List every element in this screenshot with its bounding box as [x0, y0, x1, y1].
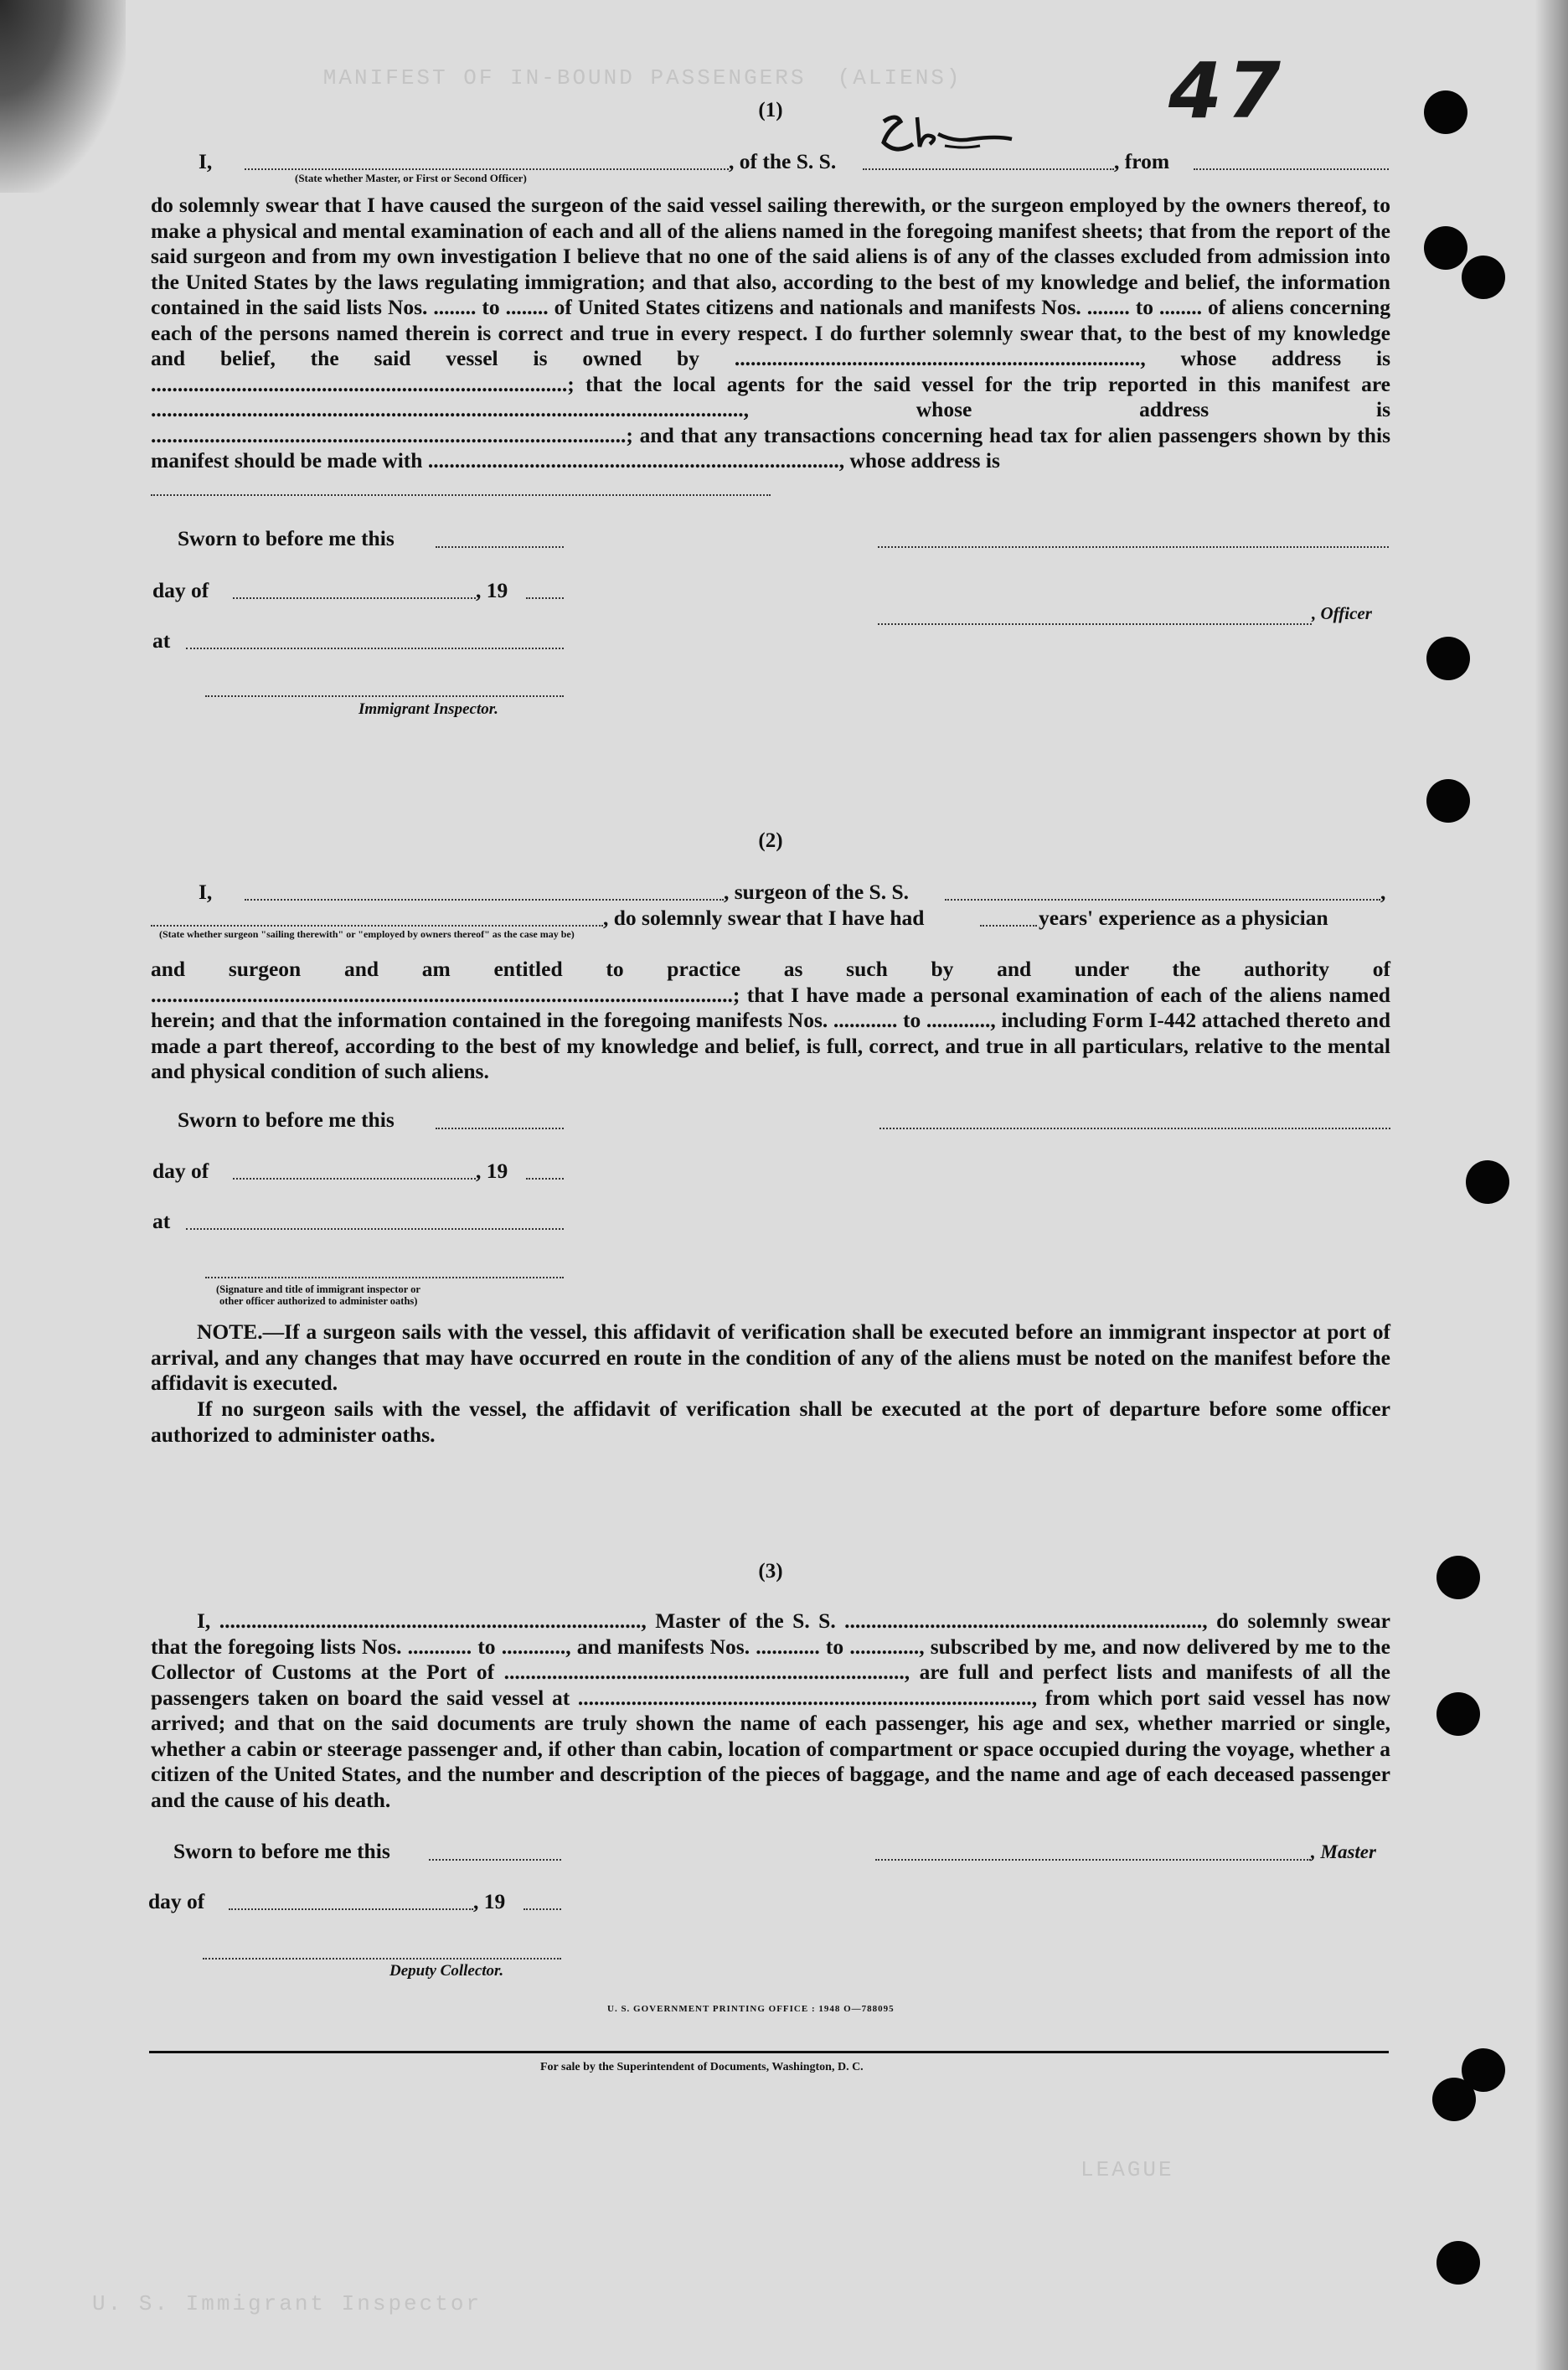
punch-hole [1426, 779, 1470, 823]
s2-year-field[interactable] [526, 1178, 564, 1180]
scan-edge [1534, 0, 1568, 2370]
s1-day-of-label: day of [152, 578, 209, 602]
punch-hole [1424, 226, 1467, 270]
s3-day-field[interactable] [229, 1908, 473, 1910]
punch-hole [1436, 1556, 1480, 1599]
punch-hole [1462, 256, 1505, 299]
section-1-number: (1) [758, 99, 783, 121]
s1-signature-field[interactable] [878, 546, 1389, 548]
s1-day-field[interactable] [233, 597, 476, 599]
s1-vessel-name [881, 109, 908, 122]
s2-sig-note-1: (Signature and title of immigrant inspector or [216, 1283, 420, 1295]
punch-hole [1426, 637, 1470, 680]
s2-state-field[interactable] [151, 925, 603, 927]
s1-year-field[interactable] [526, 597, 564, 599]
s1-officer-sign-field[interactable] [878, 623, 1312, 625]
punch-hole [1424, 90, 1467, 134]
s2-years-text: years' experience as a physician [1039, 906, 1328, 930]
s3-year-field[interactable] [524, 1908, 561, 1910]
punch-hole [1466, 1160, 1509, 1204]
s1-sworn-field[interactable] [436, 546, 564, 548]
s2-note-paragraph-1: NOTE.—If a surgeon sails with the vessel, this affidavit of verification shall be executed before an immigrant inspector at port of arrival, and any changes that may have occurred en route in the condition of any of the aliens must be noted on the manifest before the affidavit is executed. [151, 1319, 1390, 1395]
s2-state-note: (State whether surgeon "sailing therewith" or "employed by owners thereof" as the case may be) [159, 928, 575, 940]
s3-day-of-label: day of [148, 1889, 205, 1913]
s3-collector-sign-field[interactable] [203, 1958, 561, 1960]
s1-state-note: (State whether Master, or First or Second Officer) [295, 172, 527, 184]
s2-signature-field[interactable] [879, 1128, 1390, 1129]
s1-from-label: , from [1114, 149, 1170, 173]
s2-comma: , [1380, 880, 1386, 904]
s2-i-label: I, [199, 880, 213, 904]
scan-shadow [0, 0, 126, 193]
s1-year-label: , 19 [476, 578, 508, 602]
punch-hole [1436, 1692, 1480, 1736]
s1-at-label: at [152, 628, 171, 653]
s2-sworn-field[interactable] [436, 1128, 564, 1129]
s2-at-label: at [152, 1209, 171, 1233]
s2-sig-note-2: other officer authorized to administer oaths) [219, 1295, 418, 1307]
s3-sworn-label: Sworn to before me this [173, 1839, 390, 1863]
s2-inspector-sign-field[interactable] [205, 1277, 564, 1278]
s2-at-field[interactable] [186, 1228, 564, 1230]
s2-note-paragraph-2: If no surgeon sails with the vessel, the affidavit of verification shall be executed at the port of departure before some officer authorized to administer oaths. [151, 1397, 1390, 1447]
s1-of-ss-label: , of the S. S. [729, 149, 837, 173]
s1-address-field[interactable] [151, 494, 771, 496]
s1-at-field[interactable] [186, 648, 564, 649]
s3-collector-label: Deputy Collector. [389, 1962, 504, 1980]
bleedthrough-text: LEAGUE [1081, 2157, 1174, 2182]
s2-surgeon-name-field[interactable] [245, 899, 724, 901]
s1-from-field[interactable] [1194, 168, 1389, 170]
footer-rule [149, 2051, 1389, 2053]
s1-sworn-label: Sworn to before me this [178, 526, 395, 550]
s2-oath-paragraph: and surgeon and am entitled to practice as such by and under the authority of .............................................................................................................; that I have made a personal examination of each of the aliens named herein; and that the information contained in the foregoing manifests Nos. ............ to ............, including Form I-442 attached thereto and made a part thereof, according to the best of my knowledge and belief, is full, correct, and true in all particulars, relative to the mental and physical condition of such aliens. [151, 957, 1390, 1083]
s2-day-field[interactable] [233, 1178, 476, 1180]
s3-master-sign-field[interactable] [875, 1859, 1311, 1861]
bleedthrough-text: U. S. Immigrant Inspector [92, 2291, 482, 2316]
punch-hole [1432, 2078, 1476, 2121]
page-number: 47 [1168, 46, 1287, 136]
s3-year-label: , 19 [473, 1889, 506, 1913]
section-2-number: (2) [758, 829, 783, 852]
s2-swear-text: , do solemnly swear that I have had [603, 906, 925, 930]
s1-oath-paragraph: do solemnly swear that I have caused the surgeon of the said vessel sailing therewith, or the surgeon employed by the owners thereof, to make a physical and mental examination of each and all of the aliens named in the foregoing manifest sheets; that from the report of the said surgeon and from my own investigation I believe that no one of the said aliens is of any of the classes excluded from admission into the United States by the laws regulating immigration; and that also, according to the best of my knowledge and belief, the information contained in the said lists Nos. ........ to ........ of United States citizens and nationals and manifests Nos. ........ to ........ of aliens concerning each of the persons named therein is correct and true in every respect. I do further solemnly swear that, to the best of my knowledge and belief, the said vessel is owned by ............................................................................, whose address is ..............................................................................; that the local agents for the said vessel for the trip reported in this manifest are ..............................................................................................................., whose address is .........................................................................................; and that any transactions concerning head tax for alien passengers shown by this manifest should be made with ............................................................................., whose address is [151, 193, 1390, 472]
section-3-number: (3) [758, 1560, 783, 1583]
s1-officer-label: , Officer [1312, 603, 1372, 623]
punch-hole [1436, 2241, 1480, 2285]
printing-office-line: U. S. GOVERNMENT PRINTING OFFICE : 1948 O—788095 [607, 2004, 895, 2014]
s3-oath-paragraph: I, ..............................................................................., Master of the S. S. ..................................................................., do solemnly swear that the foregoing lists Nos. ............ to ............, and manifests Nos. ............ to ............., subscribed by me, and now delivered by me to the Collector of Customs at the Port of ..........................................................................., are full and perfect lists and manifests of all the passengers taken on board the said vessel at ....................................................................................., from which port said vessel has now arrived; and that on the said documents are truly shown the name of each passenger, his age and sex, whether married or single, whether a cabin or steerage passenger and, if other than cabin, location of compartment or space occupied during the voyage, whether a citizen of the United States, and the number and description of the pieces of baggage, and the name and age of each deceased passenger and the cause of his death. [151, 1608, 1390, 1812]
s2-vessel-field[interactable] [945, 899, 1380, 901]
s2-sworn-label: Sworn to before me this [178, 1108, 395, 1132]
s2-year-label: , 19 [476, 1159, 508, 1183]
s1-inspector-sign-field[interactable] [205, 695, 564, 697]
s3-sworn-field[interactable] [429, 1859, 561, 1861]
bleedthrough-text: MANIFEST OF IN-BOUND PASSENGERS (ALIENS) [276, 65, 962, 90]
s1-inspector-label: Immigrant Inspector. [358, 700, 498, 718]
s1-officer-field[interactable] [245, 168, 729, 170]
s2-surgeon-label: , surgeon of the S. S. [724, 880, 910, 904]
s1-vessel-field[interactable] [863, 168, 1114, 170]
s1-i-label: I, [199, 149, 213, 173]
s3-master-label: , Master [1311, 1841, 1376, 1862]
for-sale-line: For sale by the Superintendent of Documents, Washington, D. C. [540, 2061, 864, 2073]
s2-years-field[interactable] [980, 925, 1037, 927]
s2-day-of-label: day of [152, 1159, 209, 1183]
